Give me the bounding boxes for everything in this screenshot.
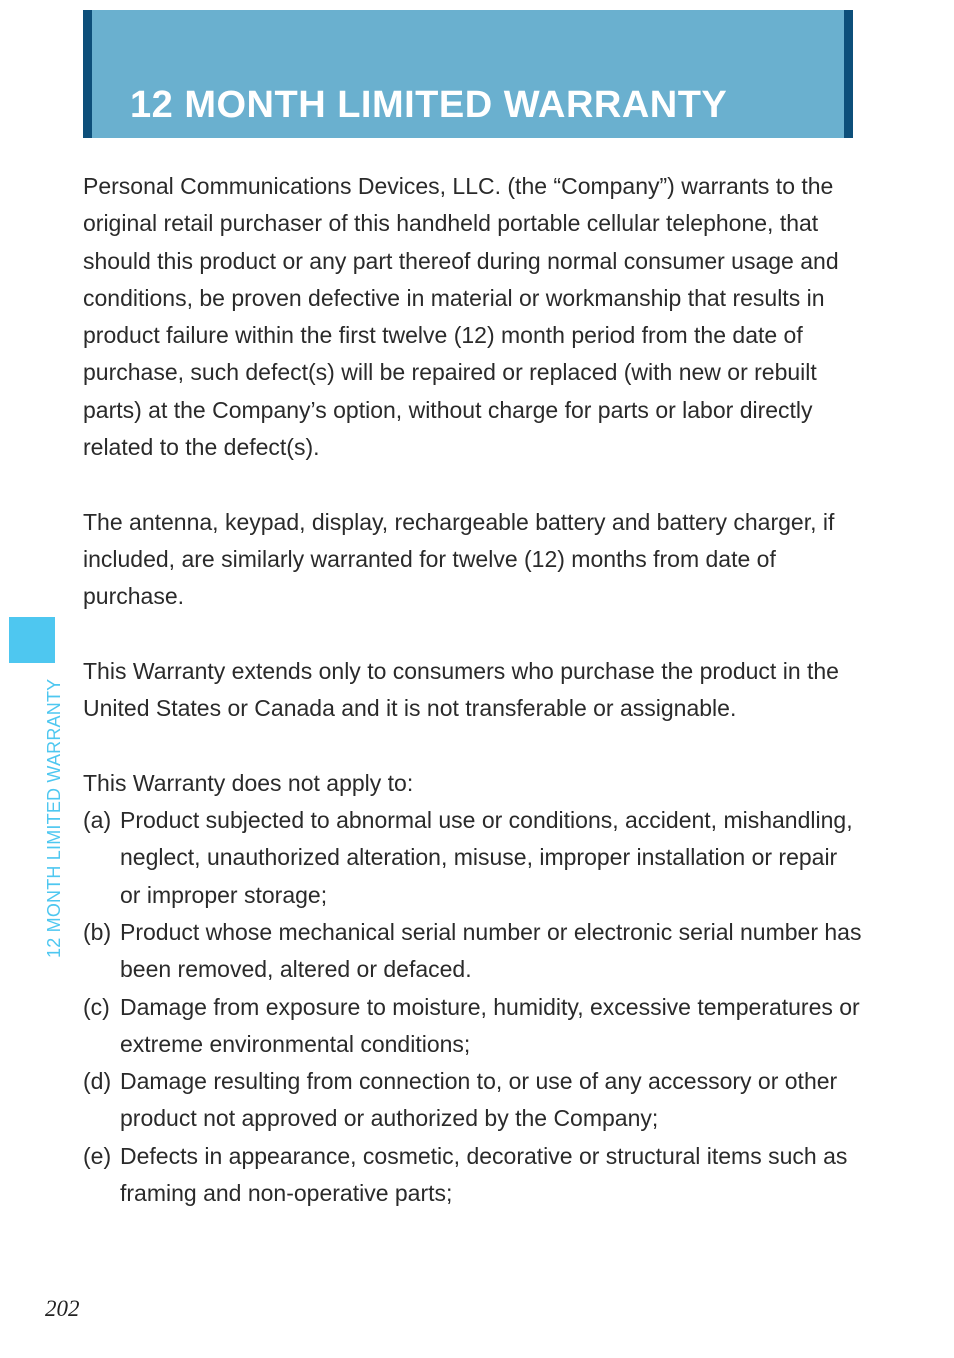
exclusion-text: Defects in appearance, cosmetic, decorative or structural items such as framing and non-operative parts; — [120, 1142, 848, 1207]
exclusion-marker: (d) — [83, 1068, 112, 1095]
exclusion-item — [83, 1138, 863, 1213]
exclusion-marker: (b) — [83, 918, 112, 945]
exclusion-text: Damage from exposure to moisture, humidity, excessive temperatures or extreme environmental conditions; — [120, 993, 860, 1057]
exclusion-text: Product subjected to abnormal use or conditions, accident, mishandling, neglect, unauthorized alteration, misuse, improper installation or repair or improper storage; — [120, 807, 853, 908]
warranty-paragraph: Personal Communications Devices, LLC. (the “Company”) warrants to the original retail purchaser of this handheld portable cellular telephone, that should this product or any part thereof during normal consumer usage and conditions, be proven defective in material or workmanship that results in product failure within the first twelve (12) month period from the date of purchase, such defect(s) will be repaired or replaced (with new or rebuilt parts) at the Company’s option, without charge for parts or labor directly related to the defect(s). — [83, 173, 839, 461]
section-side-label: 12 MONTH LIMITED WARRANTY — [44, 678, 64, 958]
exclusion-marker: (e) — [83, 1142, 112, 1169]
document-body — [83, 168, 863, 1212]
exclusion-item — [83, 802, 863, 914]
exclusions-intro: This Warranty does not apply to: — [83, 769, 414, 796]
exclusion-text: Damage resulting from connection to, or use of any accessory or other product not approved or authorized by the Company; — [120, 1068, 838, 1132]
exclusions-list — [83, 802, 863, 1212]
page-title: 12 MONTH LIMITED WARRANTY — [130, 84, 728, 126]
banner-left-edge — [83, 10, 92, 138]
banner-right-edge — [844, 10, 853, 138]
exclusion-text: Product whose mechanical serial number or electronic serial number has been removed, altered or defaced. — [120, 918, 862, 983]
exclusion-item — [83, 989, 863, 1064]
section-tab-marker — [9, 617, 55, 663]
header-banner — [83, 10, 853, 138]
exclusion-item — [83, 914, 863, 989]
coverage-paragraph: The antenna, keypad, display, rechargeable battery and battery charger, if included, are similarly warranted for twelve (12) months from date of purchase. — [83, 508, 835, 610]
exclusion-marker: (c) — [83, 993, 110, 1020]
exclusion-marker: (a) — [83, 807, 112, 834]
page-number: 202 — [45, 1296, 80, 1321]
eligibility-paragraph: This Warranty extends only to consumers who purchase the product in the United States or Canada and it is not transferable or assignable. — [83, 657, 839, 722]
exclusion-item — [83, 1063, 863, 1138]
